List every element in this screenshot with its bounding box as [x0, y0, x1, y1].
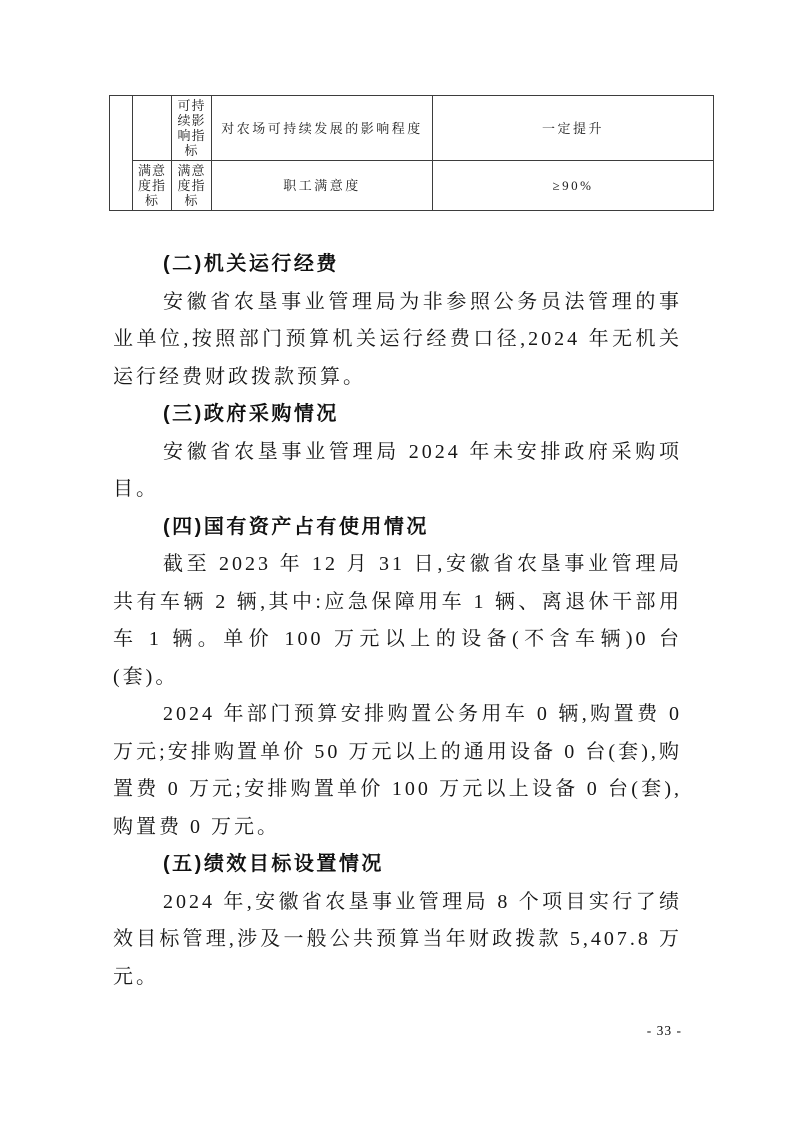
document-body [113, 246, 682, 996]
section-heading-agency-operating-expenses: (二)机关运行经费 [163, 253, 339, 275]
paragraph: 2024 年,安徽省农垦事业管理局 8 个项目实行了绩效目标管理,涉及一般公共预算当年财政拨款 5,407.8 万元。 [113, 890, 682, 988]
section-heading-performance-targets: (五)绩效目标设置情况 [163, 853, 384, 875]
paragraph: 安徽省农垦事业管理局 2024 年未安排政府采购项目。 [113, 440, 682, 500]
table-row [110, 161, 714, 211]
paragraph: 截至 2023 年 12 月 31 日,安徽省农垦事业管理局共有车辆 2 辆,其中:应急保障用车 1 辆、离退休干部用车 1 辆。单价 100 万元以上的设备(不含车辆)0 台(套)。 [113, 553, 682, 688]
paragraph: 安徽省农垦事业管理局为非参照公务员法管理的事业单位,按照部门预算机关运行经费口径,2024 年无机关运行经费财政拨款预算。 [113, 290, 682, 388]
table-row [110, 96, 714, 161]
performance-indicator-table [109, 95, 714, 211]
table-cell-level3: 可持续影响指标 [172, 96, 212, 161]
table-cell-level3: 满意度指标 [172, 161, 212, 211]
table-cell-indicator-name: 对农场可持续发展的影响程度 [212, 96, 433, 161]
table-cell-indicator-value: 一定提升 [433, 96, 714, 161]
section-heading-state-owned-assets: (四)国有资产占有使用情况 [163, 515, 429, 538]
page-number: - 33 - [646, 1023, 682, 1038]
table-cell-indicator-value: ≥90% [433, 161, 714, 211]
table-cell-level2: 满意度指标 [133, 161, 172, 211]
table-cell-level1 [110, 96, 133, 211]
section-heading-government-procurement: (三)政府采购情况 [163, 403, 339, 425]
table-cell-level2 [133, 96, 172, 161]
paragraph: 2024 年部门预算安排购置公务用车 0 辆,购置费 0 万元;安排购置单价 50 万元以上的通用设备 0 台(套),购置费 0 万元;安排购置单价 100 万元以上设备 0 台(套),购置费 0 万元。 [113, 703, 682, 838]
table-cell-indicator-name: 职工满意度 [212, 161, 433, 211]
